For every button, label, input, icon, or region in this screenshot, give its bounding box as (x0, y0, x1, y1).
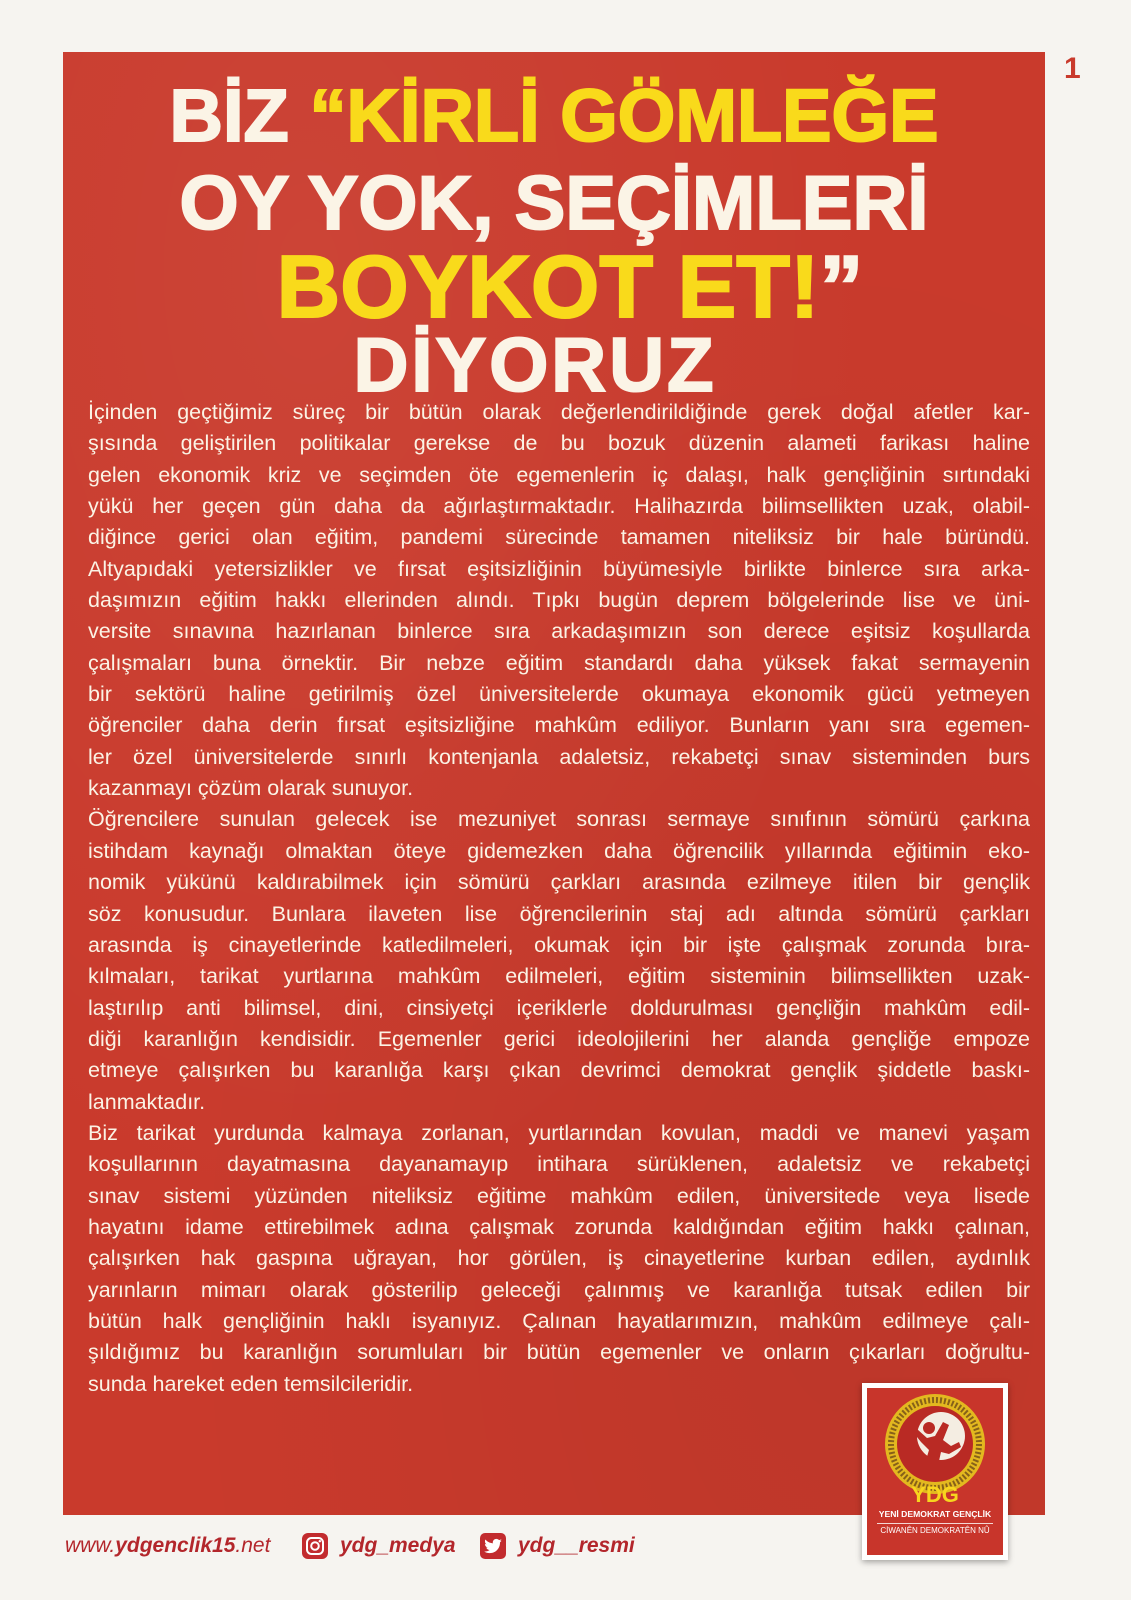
website-prefix: www. (65, 1534, 116, 1557)
ydg-logo (862, 1383, 1008, 1560)
body-line: çalışmaları buna örnektir. Bir nebze eğitim standardı daha yüksek fakat sermayenin (88, 650, 1030, 675)
body-line: şısında geliştirilen politikalar gerekse de bu bozuk düzenin alameti farikası haline (88, 431, 1030, 456)
instagram-icon (302, 1533, 328, 1559)
paragraph-2 (88, 804, 1030, 1117)
paragraph-1 (88, 397, 1030, 804)
headline-kirli-gomlege: “KİRLİ GÖMLEĞE (309, 74, 939, 157)
body-line: kazanmayı çözüm olarak sunuyor. (88, 776, 414, 801)
body-line: kılmaları, tarikat yurtlarına mahkûm edilmeleri, eğitim sisteminin bilimsellikten uzak- (88, 964, 1030, 989)
website-address (65, 1532, 270, 1560)
website-suffix: .net (235, 1534, 271, 1557)
body-line: versite sınavına hazırlanan binlerce sıra arkadaşımızın son derece eşitsiz koşullarda (88, 619, 1030, 644)
body-line: İçinden geçtiğimiz süreç bir bütün olarak değerlendirildiğinde gerek doğal afetler kar- (88, 400, 1030, 424)
body-text (88, 397, 1030, 1400)
twitter-icon (480, 1533, 506, 1559)
body-line: gelen ekonomik kriz ve seçimden öte egemenlerin iç dalaşı, halk gençliğinin sırtındaki (88, 462, 1030, 487)
body-line: bir sektörü haline getirilmiş özel üniversitelerde okumaya ekonomik gücü yetmeyen (88, 682, 1030, 707)
body-line: ler özel üniversitelerde sınırlı kontenjanla adaletsiz, rekabetçi sınav sisteminden burs (88, 744, 1030, 769)
headline-boykot-et: BOYKOT ET! (276, 237, 820, 336)
body-line: sunda hareket eden temsilcileridir. (88, 1371, 414, 1396)
headline-line-2 (63, 161, 1045, 246)
headline-oy-yok: OY YOK, SEÇİMLERİ (179, 161, 929, 246)
body-line: diğince gerici olan eğitim, pandemi sürecinde tamamen niteliksiz bir hale büründü. (88, 525, 1030, 550)
body-line: lanmaktadır. (88, 1089, 206, 1114)
body-line: diği karanlığın kendisidir. Egemenler gerici ideolojilerini her alanda gençliğe empoze (88, 1026, 1030, 1051)
logo-abbreviation: YDG (911, 1482, 959, 1507)
headline-line-3 (63, 237, 1045, 336)
twitter-handle: ydg__resmi (518, 1534, 635, 1557)
page-number: 1 (1064, 52, 1081, 85)
red-panel (63, 52, 1045, 1515)
closing-quote: ” (819, 237, 864, 336)
body-line: arasında iş cinayetlerinde katledilmeleri, okumak için bir işte çalışmak zorunda bıra- (88, 932, 1030, 957)
body-line: daşımızın eğitim hakkı ellerinden alındı. Tıpkı bugün deprem bölgelerinde lise ve üni- (88, 588, 1030, 613)
body-line: çalışırken hak gaspına uğrayan, hor görülen, iş cinayetlerine kurban edilen, aydınlık (88, 1246, 1030, 1271)
headline-line-1 (63, 74, 1045, 157)
body-line: nomik yükünü kaldırabilmek için sömürü çarkları arasında ezilmeye itilen bir gençlik (88, 870, 1030, 895)
website-domain: ydgenclik15 (115, 1534, 236, 1557)
body-line: sınav sistemi yüzünden niteliksiz eğitime mahkûm edilen, üniversitede veya lisede (88, 1183, 1030, 1208)
logo-name-kurdish: CİWANÊN DEMOKRATÊN NÛ (877, 1523, 993, 1535)
body-line: şıldığımız bu karanlığın sorumluları bir bütün egemenler ve onların çıkarları doğrultu- (88, 1340, 1030, 1365)
instagram-handle: ydg_medya (340, 1534, 456, 1557)
body-line: yükü her geçen gün daha da ağırlaştırmaktadır. Halihazırda bilimsellikten uzak, olabil- (88, 494, 1030, 519)
body-line: Biz tarikat yurdunda kalmaya zorlanan, yurtlarından kovulan, maddi ve manevi yaşam (88, 1120, 1030, 1145)
body-line: etmeye çalışırken bu karanlığa karşı çıkan devrimci demokrat gençlik şiddetle baskı- (88, 1058, 1030, 1083)
paragraph-3 (88, 1118, 1030, 1400)
body-line: koşullarının dayatmasına dayanamayıp intihara sürüklenen, adaletsiz ve rekabetçi (88, 1152, 1030, 1177)
body-line: yarınların mimarı olarak gösterilip geleceği çalınmış ve karanlığa tutsak edilen bir (88, 1277, 1030, 1302)
headline-biz: BİZ (169, 74, 289, 157)
headline-diyoruz: DİYORUZ (353, 323, 717, 408)
headline-line-4 (63, 323, 1045, 408)
logo-name: YENİ DEMOKRAT GENÇLİK (878, 1509, 992, 1519)
body-line: bütün halk gençliğinin haklı isyanıyız. Çalınan hayatlarımızın, mahkûm edilmeye çalı- (88, 1308, 1030, 1333)
body-line: Öğrencilere sunulan gelecek ise mezuniyet sonrası sermaye sınıfının sömürü çarkına (88, 807, 1030, 832)
body-line: öğrenciler daha derin fırsat eşitsizliğine mahkûm ediliyor. Bunların yanı sıra egemen- (88, 713, 1030, 738)
body-line: istihdam kaynağı olmaktan öteye gidemezken daha öğrencilik yıllarında eğitimin eko- (88, 838, 1030, 863)
emblem-icon (883, 1392, 987, 1496)
body-line: söz konusudur. Bunlara ilaveten lise öğrencilerinin staj adı altında sömürü çarkları (88, 901, 1030, 926)
body-line: laştırılıp anti bilimsel, dini, cinsiyetçi içeriklerle doldurulması gençliğin mahkûm edil- (88, 995, 1030, 1020)
body-line: hayatını idame ettirebilmek adına çalışmak zorunda kaldığından eğitim hakkı çalınan, (88, 1214, 1030, 1239)
body-line: Altyapıdaki yetersizlikler ve fırsat eşitsizliğinin büyümesiyle birlikte binlerce sıra arka- (88, 556, 1030, 581)
